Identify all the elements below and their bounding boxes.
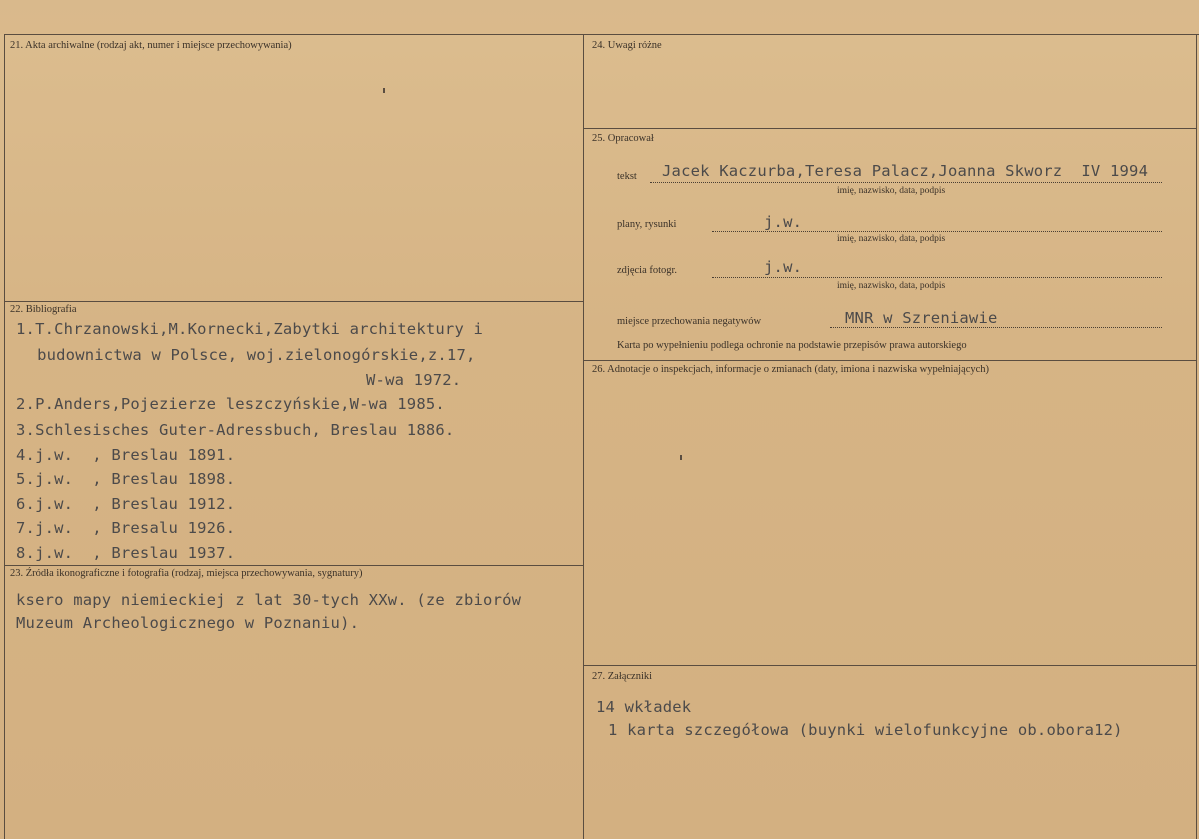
zdjecia-label: zdjęcia fotogr. <box>617 265 678 276</box>
plany-dotted-line <box>712 231 1162 232</box>
divider-26-27 <box>583 665 1197 666</box>
stray-mark <box>680 455 682 460</box>
field-27-label: 27. Załączniki <box>592 671 653 682</box>
attachment-line: 1 karta szczegółowa (buynki wielofunkcyjne ob.obora12) <box>608 721 1123 739</box>
tekst-dotted-line <box>650 182 1162 183</box>
top-border <box>4 34 1199 35</box>
plany-caption: imię, nazwisko, data, podpis <box>837 234 946 244</box>
tekst-label: tekst <box>617 171 637 182</box>
plany-value: j.w. <box>764 213 803 231</box>
bibliography-line: budownictwa w Polsce, woj.zielonogórskie,z.17, <box>18 346 476 364</box>
field-26-label: 26. Adnotacje o inspekcjach, informacje o zmianach (daty, imiona i nazwiska wypełniających) <box>592 364 990 375</box>
negatywy-dotted-line <box>830 327 1162 328</box>
divider-24-25 <box>583 128 1197 129</box>
bibliography-line: 3.Schlesisches Guter-Adressbuch, Breslau 1886. <box>16 421 455 439</box>
negatywy-label: miejsce przechowania negatywów <box>617 316 762 327</box>
divider-25-26 <box>583 360 1197 361</box>
field-21-label: 21. Akta archiwalne (rodzaj akt, numer i miejsce przechowywania) <box>10 40 292 51</box>
left-border <box>4 34 5 839</box>
iconography-line: ksero mapy niemieckiej z lat 30-tych XXw. (ze zbiorów <box>16 591 522 609</box>
tekst-caption: imię, nazwisko, data, podpis <box>837 186 946 196</box>
attachment-line: 14 wkładek <box>596 698 692 716</box>
divider-22-23 <box>4 565 584 566</box>
right-border <box>1196 34 1197 839</box>
bibliography-line: 4.j.w. , Breslau 1891. <box>16 446 236 464</box>
zdjecia-value: j.w. <box>764 258 803 276</box>
center-divider <box>583 34 584 839</box>
stray-mark <box>383 88 385 93</box>
iconography-line: Muzeum Archeologicznego w Poznaniu). <box>16 614 360 632</box>
field-22-label: 22. Bibliografia <box>10 304 77 315</box>
field-24-label: 24. Uwagi różne <box>592 40 662 51</box>
bibliography-line: 6.j.w. , Breslau 1912. <box>16 495 236 513</box>
divider-21-22 <box>4 301 584 302</box>
zdjecia-dotted-line <box>712 277 1162 278</box>
negatywy-value: MNR w Szreniawie <box>845 309 998 327</box>
bibliography-line: 8.j.w. , Breslau 1937. <box>16 544 236 562</box>
field-23-label: 23. Źródła ikonograficzne i fotografia (rodzaj, miejsca przechowywania, sygnatury) <box>10 568 363 579</box>
bibliography-line: 5.j.w. , Breslau 1898. <box>16 470 236 488</box>
card-top-edge <box>0 0 1199 34</box>
plany-label: plany, rysunki <box>617 219 677 230</box>
field-25-label: 25. Opracował <box>592 133 654 144</box>
copyright-note: Karta po wypełnieniu podlega ochronie na podstawie przepisów prawa autorskiego <box>617 340 967 351</box>
bibliography-line: 1.T.Chrzanowski,M.Kornecki,Zabytki architektury i <box>16 320 484 338</box>
bibliography-line: W-wa 1972. <box>366 371 462 389</box>
zdjecia-caption: imię, nazwisko, data, podpis <box>837 281 946 291</box>
bibliography-line: 2.P.Anders,Pojezierze leszczyńskie,W-wa 1985. <box>16 395 445 413</box>
bibliography-line: 7.j.w. , Bresalu 1926. <box>16 519 236 537</box>
tekst-value: Jacek Kaczurba,Teresa Palacz,Joanna Skworz IV 1994 <box>662 162 1149 180</box>
